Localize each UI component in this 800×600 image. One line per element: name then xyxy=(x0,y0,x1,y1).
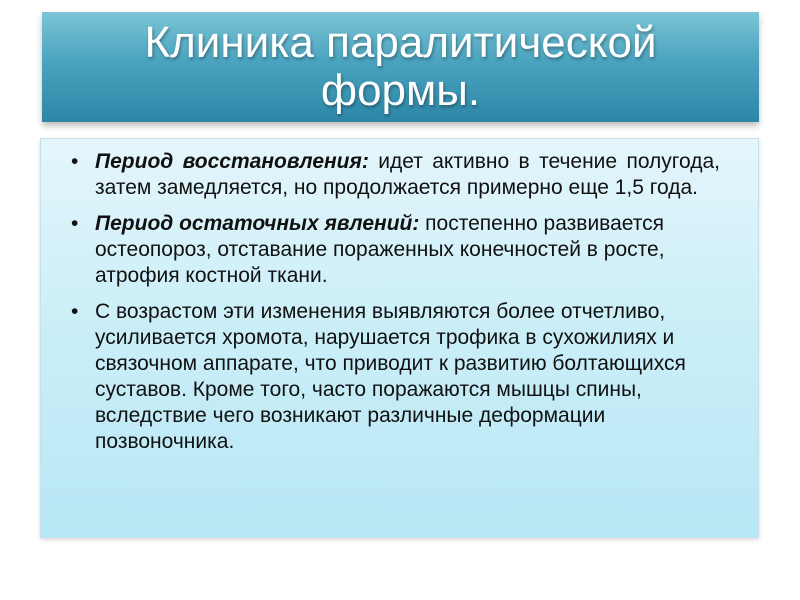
bullet-term: Период восстановления xyxy=(95,150,362,173)
bullet-term-colon: : xyxy=(361,150,369,173)
bullet-text: постепенно развивается остеопороз, отставание пораженных конечностей в росте, атрофия костной ткани. xyxy=(95,212,665,287)
bullet-item xyxy=(71,211,720,289)
bullet-text: идет активно в течение полугода, затем замедляется, но продолжается примерно еще 1,5 года. xyxy=(95,150,720,199)
bullet-term: Период остаточных явлений: xyxy=(95,212,420,235)
bullet-dot-icon: • xyxy=(71,212,79,235)
bullet-item xyxy=(71,299,720,455)
bullet-dot-icon: • xyxy=(71,150,79,173)
slide-title: Клиника паралитической формы. xyxy=(144,18,657,115)
title-banner xyxy=(42,12,759,122)
content-panel xyxy=(40,138,759,538)
bullet-list xyxy=(41,139,758,455)
bullet-item xyxy=(71,149,720,201)
bullet-dot-icon: • xyxy=(71,300,79,323)
bullet-text: С возрастом эти изменения выявляются более отчетливо, усиливается хромота, нарушается трофика в сухожилиях и связочном аппарате, что приводит к развитию болтающихся суставов. Кроме того, часто поражаются мышцы спины, вследствие чего возникают различные деформации позвоночника. xyxy=(95,300,686,453)
